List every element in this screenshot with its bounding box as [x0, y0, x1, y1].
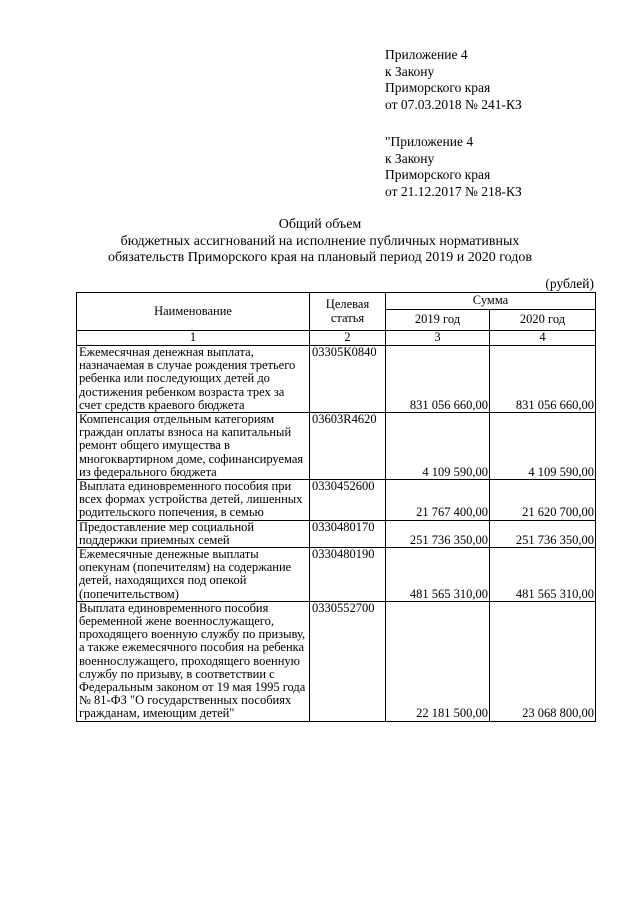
row-name: Выплата единовременного пособия беременной жене военнослужащего, проходящего военную службу по призыву, а также ежемесячного пособия на ребенка военнослужащего, проходящего военную службу по призыву, в соответствии с Федеральным законом от 19 мая 1995 года № 81-ФЗ "О государственных пособиях гражданам, имеющим детей"	[77, 601, 310, 721]
appendix-previous-law	[385, 134, 522, 200]
row-name: Компенсация отдельным категориям граждан оплаты взноса на капитальный ремонт общего имущества в многоквартирном доме, софинансируемая из федерального бюджета	[77, 413, 310, 480]
row-value-2020: 21 620 700,00	[490, 480, 596, 521]
table-row	[77, 548, 596, 602]
appendix-line: от 21.12.2017 № 218-КЗ	[385, 183, 522, 199]
appendix-line: Приложение 4	[385, 47, 468, 62]
title-line: обязательств Приморского края на плановый период 2019 и 2020 годов	[108, 250, 532, 265]
row-code: 03305К0840	[310, 346, 386, 413]
unit-label: (рублей)	[545, 276, 594, 291]
header-year-2020: 2020 год	[490, 310, 596, 331]
row-value-2020: 4 109 590,00	[490, 413, 596, 480]
obligations-table	[76, 292, 596, 722]
row-name: Ежемесячные денежные выплаты опекунам (попечителям) на содержание детей, находящихся под опекой (попечительством)	[77, 548, 310, 602]
row-code: 0330552700	[310, 601, 386, 721]
appendix-current-law	[385, 47, 522, 113]
row-name: Предоставление мер социальной поддержки приемных семей	[77, 520, 310, 547]
appendix-line: "Приложение 4	[385, 134, 474, 149]
row-value-2019: 22 181 500,00	[386, 601, 490, 721]
appendix-line: Приморского края	[385, 80, 491, 95]
table-row	[77, 480, 596, 521]
row-name: Ежемесячная денежная выплата, назначаемая в случае рождения третьего ребенка или последующих детей до достижения ребенком возраста трех за счет средств краевого бюджета	[77, 346, 310, 413]
header-code: Целевая статья	[310, 293, 386, 331]
appendix-line: от 07.03.2018 № 241-КЗ	[385, 96, 522, 112]
header-row	[77, 293, 596, 310]
row-value-2020: 831 056 660,00	[490, 346, 596, 413]
title-line: Общий объем	[278, 217, 362, 232]
row-value-2019: 4 109 590,00	[386, 413, 490, 480]
row-value-2020: 481 565 310,00	[490, 548, 596, 602]
column-number: 2	[310, 331, 386, 346]
table-row	[77, 520, 596, 547]
appendix-line: к Закону	[385, 63, 435, 79]
column-number: 4	[490, 331, 596, 346]
table-row	[77, 346, 596, 413]
row-value-2019: 831 056 660,00	[386, 346, 490, 413]
row-code: 03603R4620	[310, 413, 386, 480]
header-sum: Сумма	[386, 293, 596, 310]
row-value-2020: 251 736 350,00	[490, 520, 596, 547]
table-row	[77, 413, 596, 480]
row-code: 0330480190	[310, 548, 386, 602]
header-year-2019: 2019 год	[386, 310, 490, 331]
header-name: Наименование	[77, 293, 310, 331]
row-code: 0330480170	[310, 520, 386, 547]
column-number: 3	[386, 331, 490, 346]
row-value-2019: 21 767 400,00	[386, 480, 490, 521]
column-number: 1	[77, 331, 310, 346]
table-row	[77, 601, 596, 721]
appendix-line: Приморского края	[385, 167, 491, 182]
row-value-2019: 251 736 350,00	[386, 520, 490, 547]
row-name: Выплата единовременного пособия при всех формах устройства детей, лишенных родительского попечения, в семью	[77, 480, 310, 521]
row-code: 0330452600	[310, 480, 386, 521]
row-value-2020: 23 068 800,00	[490, 601, 596, 721]
column-numbers-row	[77, 331, 596, 346]
document-title	[0, 217, 640, 267]
row-value-2019: 481 565 310,00	[386, 548, 490, 602]
appendix-line: к Закону	[385, 150, 435, 166]
title-line: бюджетных ассигнований на исполнение публичных нормативных	[120, 233, 520, 249]
